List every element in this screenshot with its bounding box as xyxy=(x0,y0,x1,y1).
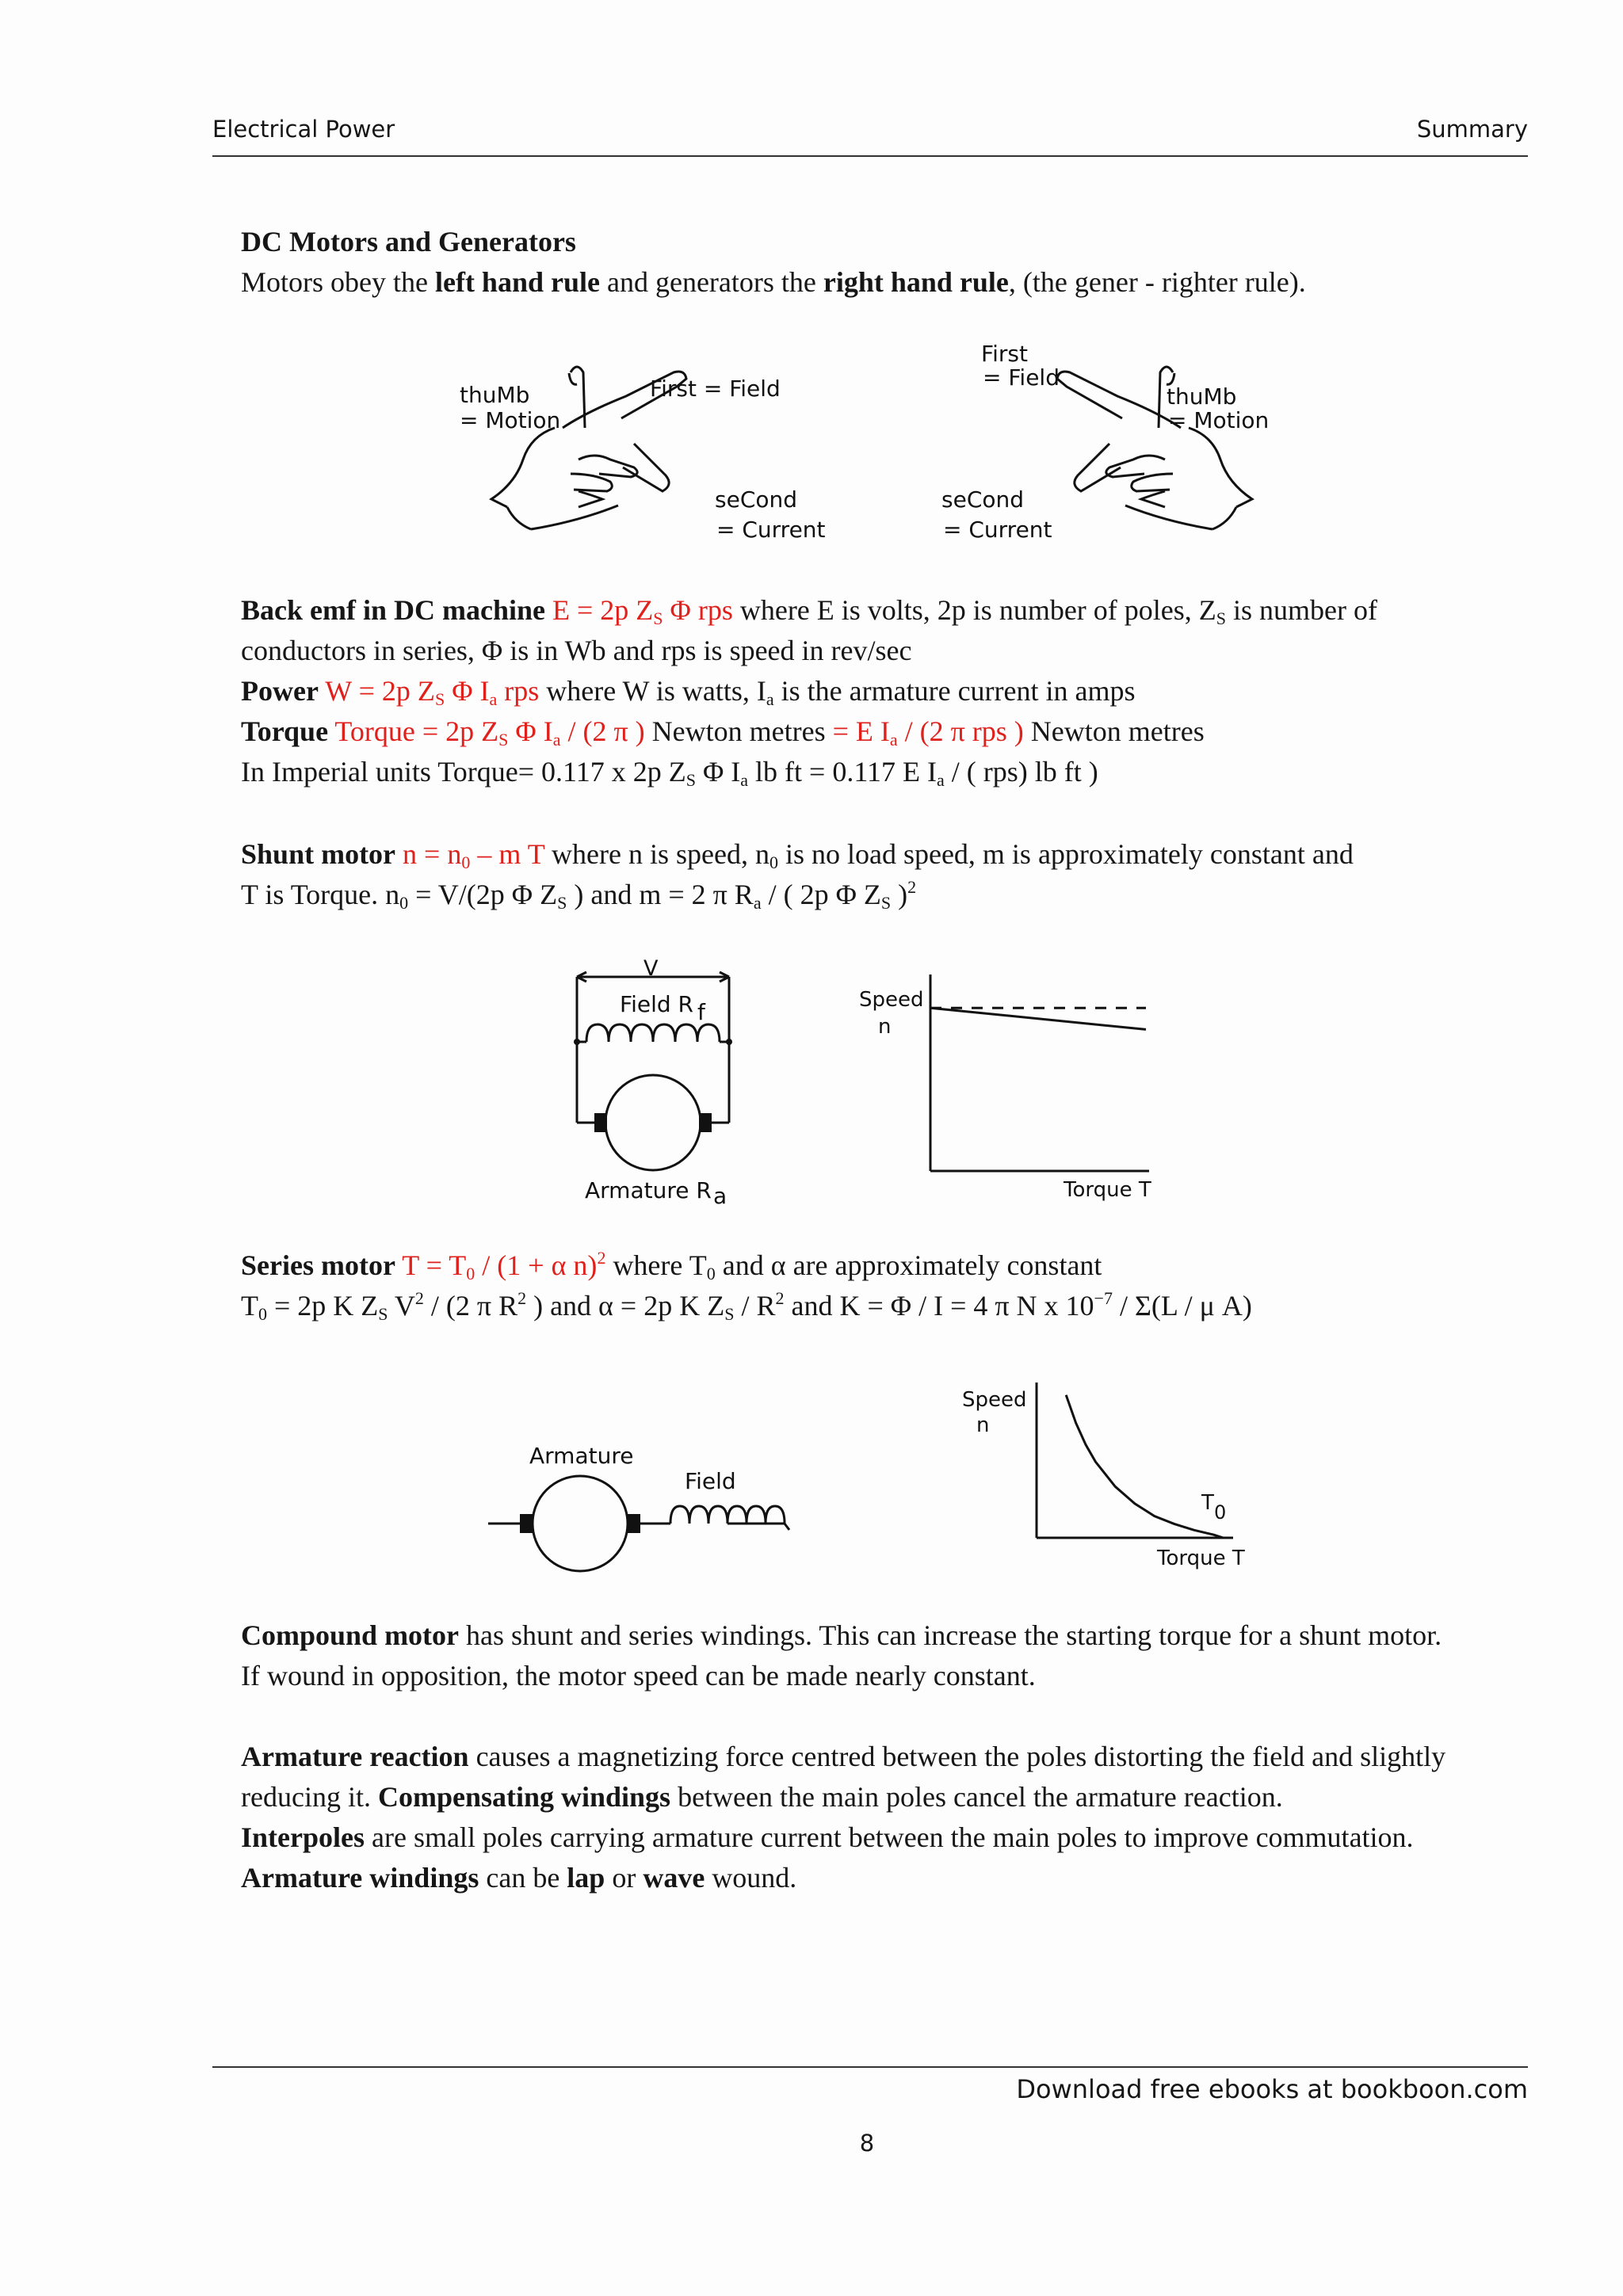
series-armature-label: Armature xyxy=(529,1443,634,1469)
series-series-0 xyxy=(1066,1395,1223,1538)
armature-line-4: Armature windings can be lap or wave wound. xyxy=(241,1862,797,1894)
right-thumb-label: thuMb xyxy=(1167,383,1237,410)
shunt-circuit-diagram xyxy=(555,955,753,1208)
equations-block xyxy=(241,590,1525,792)
left-second-label: seCond xyxy=(715,486,798,513)
armature-label: Armature R xyxy=(585,1177,712,1203)
page-number: 8 xyxy=(859,2130,875,2157)
series-line-1: Series motor $T = T_0 / (1 + \alpha$ n)$^2$ where $T_0$ and α are approximately constant xyxy=(241,1248,1102,1283)
right-first-meaning: = Field xyxy=(983,364,1060,391)
armature-line-2: reducing it. Compensating windings between the main poles cancel the armature reaction. xyxy=(241,1781,1283,1813)
armature-block xyxy=(241,1737,1525,1898)
series-xlabel: Torque T xyxy=(1157,1547,1245,1570)
field-sub: f xyxy=(697,999,705,1025)
compound-line-2: If wound in opposition, the motor speed can be made nearly constant. xyxy=(241,1660,1036,1691)
shunt-ylabel-n: n xyxy=(878,1015,892,1039)
shunt-speed-torque-chart xyxy=(848,967,1165,1204)
compound-line-1: Compound motor has shunt and series windings. This can increase the starting torque for a shunt motor. xyxy=(241,1619,1442,1651)
armature-line-3: Interpoles are small poles carrying armature current between the main poles to improve commutation. xyxy=(241,1821,1414,1853)
series-circuit-diagram xyxy=(483,1438,800,1581)
section-title: DC Motors and Generators xyxy=(241,226,576,257)
series-block xyxy=(241,1245,1525,1326)
footer-divider xyxy=(212,2066,1528,2068)
voltage-label: V xyxy=(643,956,659,981)
armature-sub: a xyxy=(713,1183,727,1209)
right-thumb-meaning: = Motion xyxy=(1168,407,1270,433)
shunt-ylabel: Speed xyxy=(859,988,924,1012)
armature-line-1: Armature reaction causes a magnetizing force centred between the poles distorting the field and slightly xyxy=(241,1741,1446,1772)
footer-link[interactable]: Download free ebooks at bookboon.com xyxy=(1016,2074,1528,2104)
series-field-label: Field xyxy=(685,1468,736,1494)
series-t0-sub: 0 xyxy=(1214,1501,1227,1524)
hand-rule-figure xyxy=(444,341,1300,555)
compound-block xyxy=(241,1615,1525,1696)
right-second-label: seCond xyxy=(941,486,1025,513)
series-ylabel-n: n xyxy=(976,1413,990,1437)
intro-line: Motors obey the left hand rule and generators the right hand rule, (the gener - righter rule). xyxy=(241,266,1306,298)
right-second-meaning: = Current xyxy=(943,517,1052,543)
shunt-block xyxy=(241,834,1525,915)
shunt-line-2: T is Torque. $n_0 = V/(2p$ Φ $Z_S$ ) and m = 2 π $R_a$ / ( 2p Φ $Z_S$ )$^2$ xyxy=(241,877,917,913)
shunt-xlabel: Torque T xyxy=(1064,1178,1151,1202)
series-ylabel: Speed xyxy=(962,1388,1027,1412)
left-first-label: First = Field xyxy=(650,376,781,402)
page-header xyxy=(212,111,1528,157)
left-second-meaning: = Current xyxy=(716,517,826,543)
torque-line: Torque Torque = 2p $Z_S$ Φ $I_a / (2$ π ) Newton metres = E $I_a / (2$ π rps ) Newton metres xyxy=(241,715,1205,749)
left-thumb-label: thuMb xyxy=(460,382,530,408)
right-hand-labels xyxy=(941,341,1269,543)
header-title: Electrical Power xyxy=(212,116,395,143)
series-speed-torque-chart xyxy=(951,1375,1268,1589)
imperial-line: In Imperial units Torque= 0.117 x 2p $Z_S$ Φ $I_a$ lb ft = 0.117 E $I_a$ / ( rps) lb ft ) xyxy=(241,756,1098,790)
back-emf-line-2: conductors in series, Φ is in Wb and rps is speed in rev/sec xyxy=(241,635,912,666)
series-line-2: $T_0 = 2p$ K $Z_S$ $V^2 / (2$ π $R^2$ ) and α = 2p K $Z_S / R^2$ and K = Φ / I = 4 π N x $10^{-7} / \Sigma(L$ / μ A) xyxy=(241,1288,1252,1324)
left-thumb-meaning: = Motion xyxy=(460,407,561,433)
series-t0-label: T xyxy=(1201,1491,1214,1515)
shunt-series-0 xyxy=(930,1008,1146,1029)
power-line: Power W = 2p $Z_S$ Φ $I_a$ rps where W is watts, $I_a$ is the armature current in amps xyxy=(241,675,1136,709)
right-first-label: First xyxy=(981,341,1028,367)
header-section: Summary xyxy=(1416,116,1528,143)
field-label: Field R xyxy=(620,991,693,1017)
intro-block xyxy=(241,222,1525,303)
back-emf-line: Back emf in DC machine E = 2p $Z_S$ Φ rps where E is volts, 2p is number of poles, $Z_S$ is number of xyxy=(241,594,1377,628)
shunt-line-1: Shunt motor $n = n_0 - m$ T where n is speed, $n_0$ is no load speed, m is approximately constant and xyxy=(241,838,1354,872)
